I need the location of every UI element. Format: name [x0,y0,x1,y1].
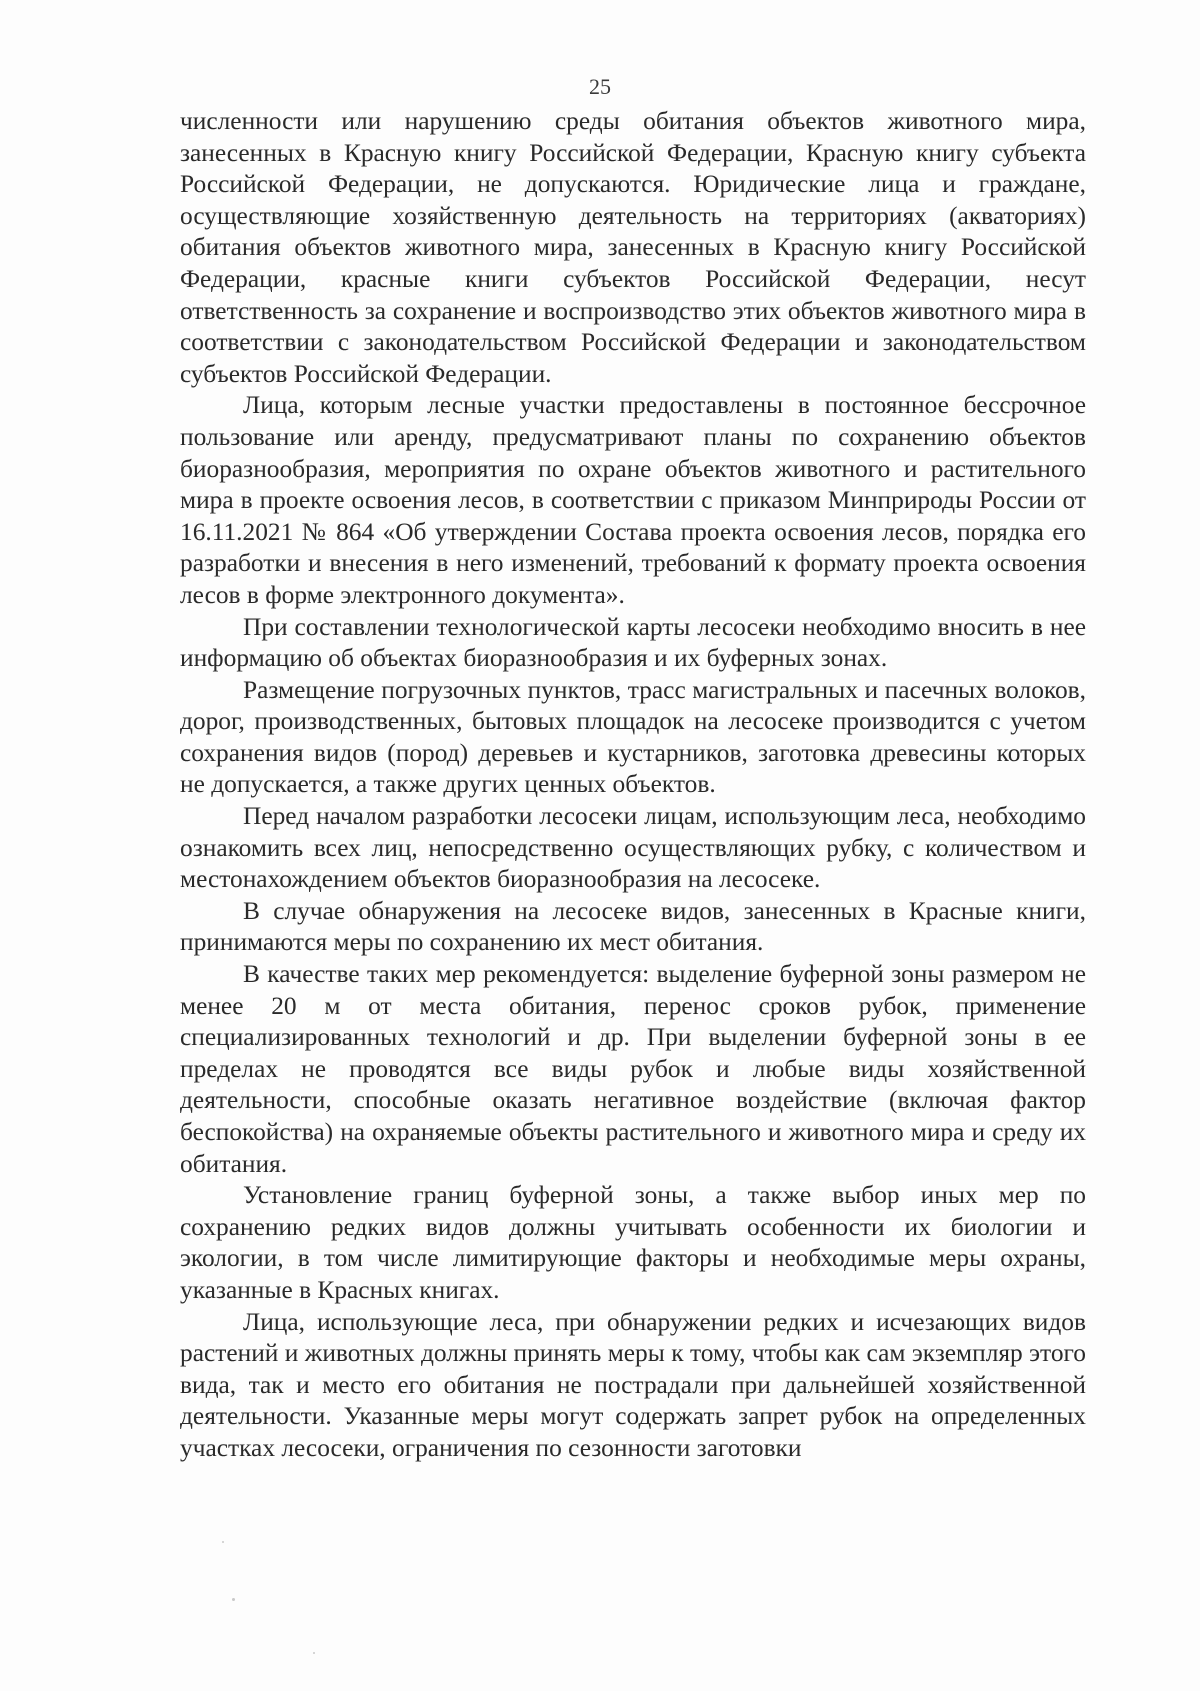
page-number: 25 [589,74,611,99]
paragraph-2: Лица, которым лесные участки предоставлены в постоянное бессрочное пользование или аренду, предусматривают планы по сохранению объектов биоразнообразия, мероприятия по охране объектов животного и растительного мира в проекте освоения лесов, в соответствии с приказом Минприроды России от 16.11.2021 № 864 «Об утверждении Состава проекта освоения лесов, порядка его разработки и внесения в него изменений, требований к формату проекта освоения лесов в форме электронного документа». [180,391,1086,609]
paragraph-9: Лица, использующие леса, при обнаружении редких и исчезающих видов растений и животных должны принять меры к тому, чтобы как сам экземпляр этого вида, так и место его обитания не пострадали при дальнейшей хозяйственной деятельности. Указанные меры могут содержать запрет рубок на определенных участках лесосеки, ограничения по сезонности заготовки [180,1307,1086,1462]
scan-speck [222,1541,224,1543]
paragraph-8: Установление границ буферной зоны, а также выбор иных мер по сохранению редких видов должны учитывать особенности их биологии и экологии, в том числе лимитирующие факторы и необходимые меры охраны, указанные в Красных книгах. [180,1181,1086,1304]
scan-speck [313,1652,315,1654]
paragraph-7: В качестве таких мер рекомендуется: выделение буферной зоны размером не менее 20 м от места обитания, перенос сроков рубок, применение специализированных технологий и др. При выделении буферной зоны в ее пределах не проводятся все виды рубок и любые виды хозяйственной деятельности, способные оказать негативное воздействие (включая фактор беспокойства) на охраняемые объекты растительного и животного мира и среду их обитания. [180,960,1086,1178]
paragraph-1: численности или нарушению среды обитания объектов животного мира, занесенных в Красную книгу Российской Федерации, Красную книгу субъекта Российской Федерации, не допускаются. Юридические лица и граждане, осуществляющие хозяйственную деятельность на территориях (акваториях) обитания объектов животного мира, занесенных в Красную книгу Российской Федерации, красные книги субъектов Российской Федерации, несут ответственность за сохранение и воспроизводство этих объектов животного мира в соответствии с законодательством Российской Федерации и законодательством субъектов Российской Федерации. [180,107,1086,388]
paragraph-3: При составлении технологической карты лесосеки необходимо вносить в нее информацию об объектах биоразнообразия и их буферных зонах. [180,612,1086,673]
paragraph-6: В случае обнаружения на лесосеке видов, занесенных в Красные книги, принимаются меры по сохранению их мест обитания. [180,896,1086,957]
document-body [180,106,1086,1465]
paragraph-4: Размещение погрузочных пунктов, трасс магистральных и пасечных волоков, дорог, производственных, бытовых площадок на лесосеке производится с учетом сохранения видов (пород) деревьев и кустарников, заготовка древесины которых не допускается, а также других ценных объектов. [180,675,1086,799]
scan-speck [232,1598,235,1601]
paragraph-5: Перед началом разработки лесосеки лицам, использующим леса, необходимо ознакомить всех лиц, непосредственно осуществляющих рубку, с количеством и местонахождением объектов биоразнообразия на лесосеке. [180,802,1086,894]
